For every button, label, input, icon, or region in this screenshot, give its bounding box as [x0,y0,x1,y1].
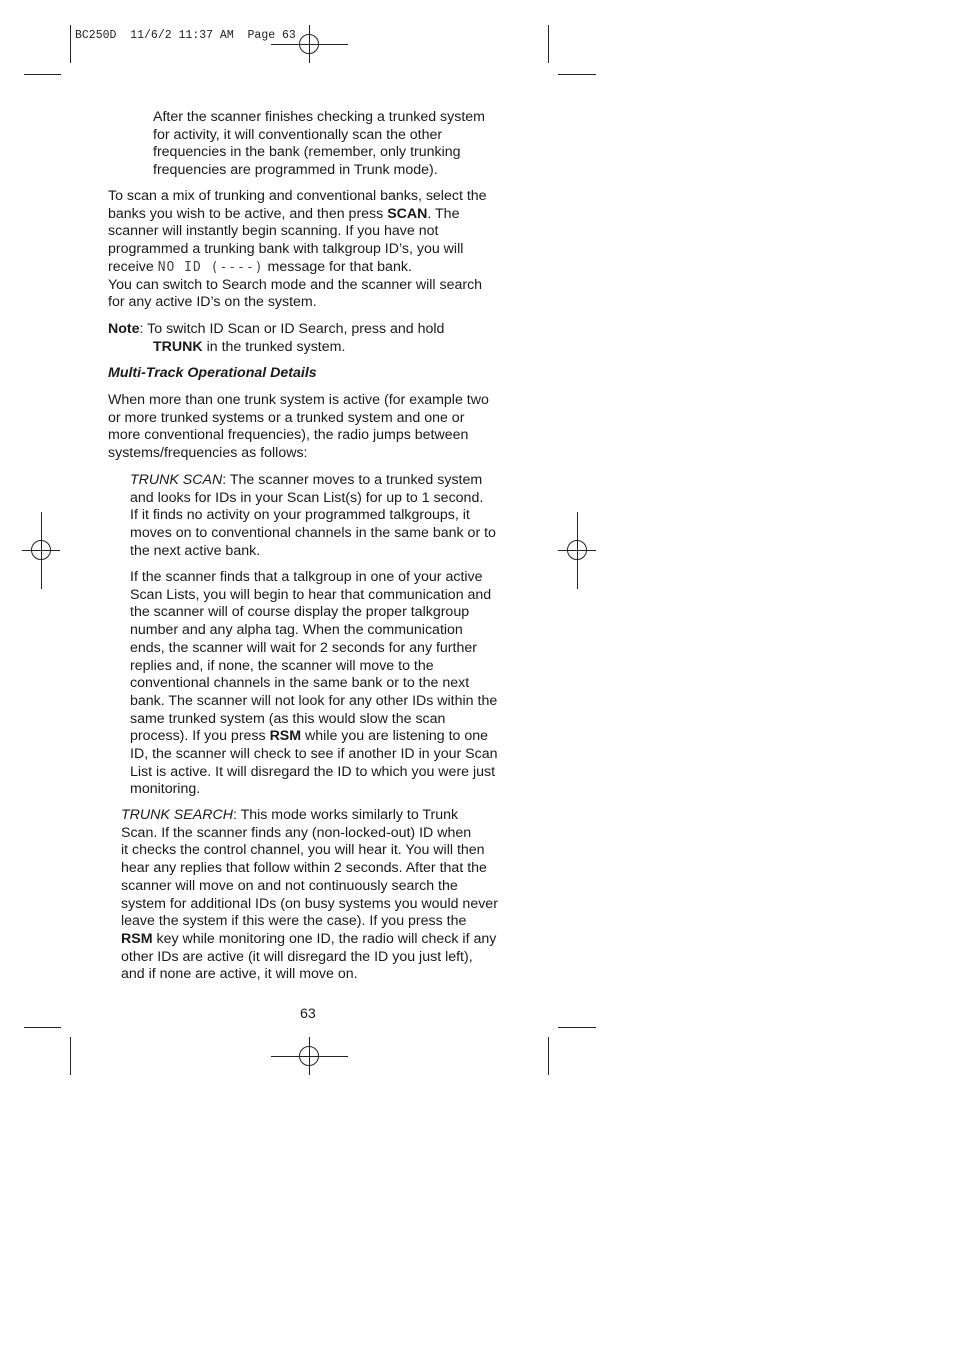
text-run: process). If you press [130,728,270,745]
text-line: the scanner will of course display the proper talkgroup [130,604,470,621]
text-line: frequencies are programmed in Trunk mode). [153,162,438,179]
text-line: systems/frequencies as follows: [108,445,308,462]
text-line: the next active bank. [130,542,261,559]
paragraph-trunk-search [121,807,498,984]
text-line: and looks for IDs in your Scan List(s) for up to 1 second. [130,489,484,506]
text-run: : This mode works similarly to Trunk [232,807,459,823]
text-line: leave the system if this were the case). If you press the [121,913,467,930]
text-line: more conventional frequencies), the radio jumps between [108,427,469,444]
text-line: and if none are active, it will move on. [121,966,358,983]
text-line [108,259,487,277]
text-line [130,728,497,746]
text-line: replies and, if none, the scanner will move to the [130,657,434,674]
crop-mark-bl-h [24,1027,61,1028]
text-run: . The [427,205,460,222]
paragraph-trunk-check [153,109,485,180]
rsm-key-label: RSM [121,930,153,947]
text-line: If the scanner finds that a talkgroup in one of your active [130,569,483,585]
text-line: To scan a mix of trunking and conventional banks, select the [108,188,487,204]
paragraph-multi-trunk [108,392,489,463]
text-run: : The scanner moves to a trunked system [222,472,483,488]
text-line [121,807,498,825]
page-number: 63 [300,1006,316,1022]
crop-mark-br-h [558,1027,596,1028]
paragraph-trunk-scan [130,472,496,561]
text-run: key while monitoring one ID, the radio will check if any [152,930,497,947]
paragraph-mixed-banks [108,188,487,312]
text-line: moves on to conventional channels in the same bank or to [130,525,496,542]
crop-mark-tr-h [558,74,596,75]
text-line: same trunked system (as this would slow the scan [130,710,446,727]
reg-right-circle [567,540,587,560]
text-line: frequencies in the bank (remember, only trunking [153,144,461,161]
paragraph-talkgroup-found [130,569,497,799]
text-line: system for additional IDs (on busy systems you would never [121,895,498,912]
note-block [108,321,444,356]
lcd-no-id-message: NO ID (----) [157,259,264,275]
text-line: If it finds no activity on your programmed talkgroups, it [130,507,470,524]
text-line: List is active. It will disregard the ID to which you were just [130,763,496,780]
reg-left-circle [31,540,51,560]
trunk-search-term: TRUNK SEARCH [121,807,233,823]
text-line: or more trunked systems or a trunked system and one or [108,409,465,426]
text-line: for any active ID’s on the system. [108,294,317,311]
text-line: other IDs are active (it will disregard the ID you just left), [121,948,473,965]
note-label: Note [108,321,140,337]
text-line: number and any alpha tag. When the communication [130,622,463,639]
text-run: message for that bank. [263,258,412,275]
text-line: hear any replies that follow within 2 seconds. After that the [121,860,487,877]
text-line: scanner will move on and not continuously search the [121,877,458,894]
text-line: You can switch to Search mode and the scanner will search [108,276,483,293]
text-line: ID, the scanner will check to see if another ID in your Scan [130,746,498,763]
rsm-key-label: RSM [269,728,302,745]
crop-mark-tl-h [24,74,61,75]
text-line: programmed a trunking bank with talkgroup ID’s, you will [108,241,464,258]
text-line [130,472,496,490]
text-line: bank. The scanner will not look for any other IDs within the [130,692,498,709]
text-run: receive [108,258,158,275]
text-run: in the trunked system. [202,338,346,355]
text-line: scanner will instantly begin scanning. If you have not [108,223,439,240]
printer-slug: BC250D 11/6/2 11:37 AM Page 63 [75,29,296,42]
text-line: ends, the scanner will wait for 2 seconds for any further [130,639,477,656]
trunk-scan-term: TRUNK SCAN [130,472,223,488]
text-run: : To switch ID Scan or ID Search, press and hold [139,321,445,337]
crop-mark-tr-v [548,25,549,63]
text-line: conventional channels in the same bank or to the next [130,675,470,692]
text-line: monitoring. [130,781,201,798]
text-line [108,339,444,357]
text-line [121,931,498,949]
text-line [108,321,444,339]
text-run: banks you wish to be active, and then press [108,205,388,222]
crop-mark-bl-v [70,1037,71,1075]
text-line: Scan Lists, you will begin to hear that communication and [130,586,492,603]
crop-mark-tl-v [70,25,71,63]
scan-key-label: SCAN [387,205,428,222]
trunk-key-label: TRUNK [153,338,203,355]
text-line: it checks the control channel, you will hear it. You will then [121,842,485,859]
text-line: Scan. If the scanner finds any (non-locked-out) ID when [121,824,472,841]
text-line: After the scanner finishes checking a trunked system [153,109,485,125]
text-run: while you are listening to one [301,728,489,745]
text-line [108,206,487,224]
text-line: When more than one trunk system is active (for example two [108,392,489,408]
text-line: for activity, it will conventionally scan the other [153,126,443,143]
section-heading: Multi-Track Operational Details [108,365,317,381]
reg-top-circle [299,34,319,54]
crop-mark-br-v [548,1037,549,1075]
reg-bottom-circle [299,1046,319,1066]
